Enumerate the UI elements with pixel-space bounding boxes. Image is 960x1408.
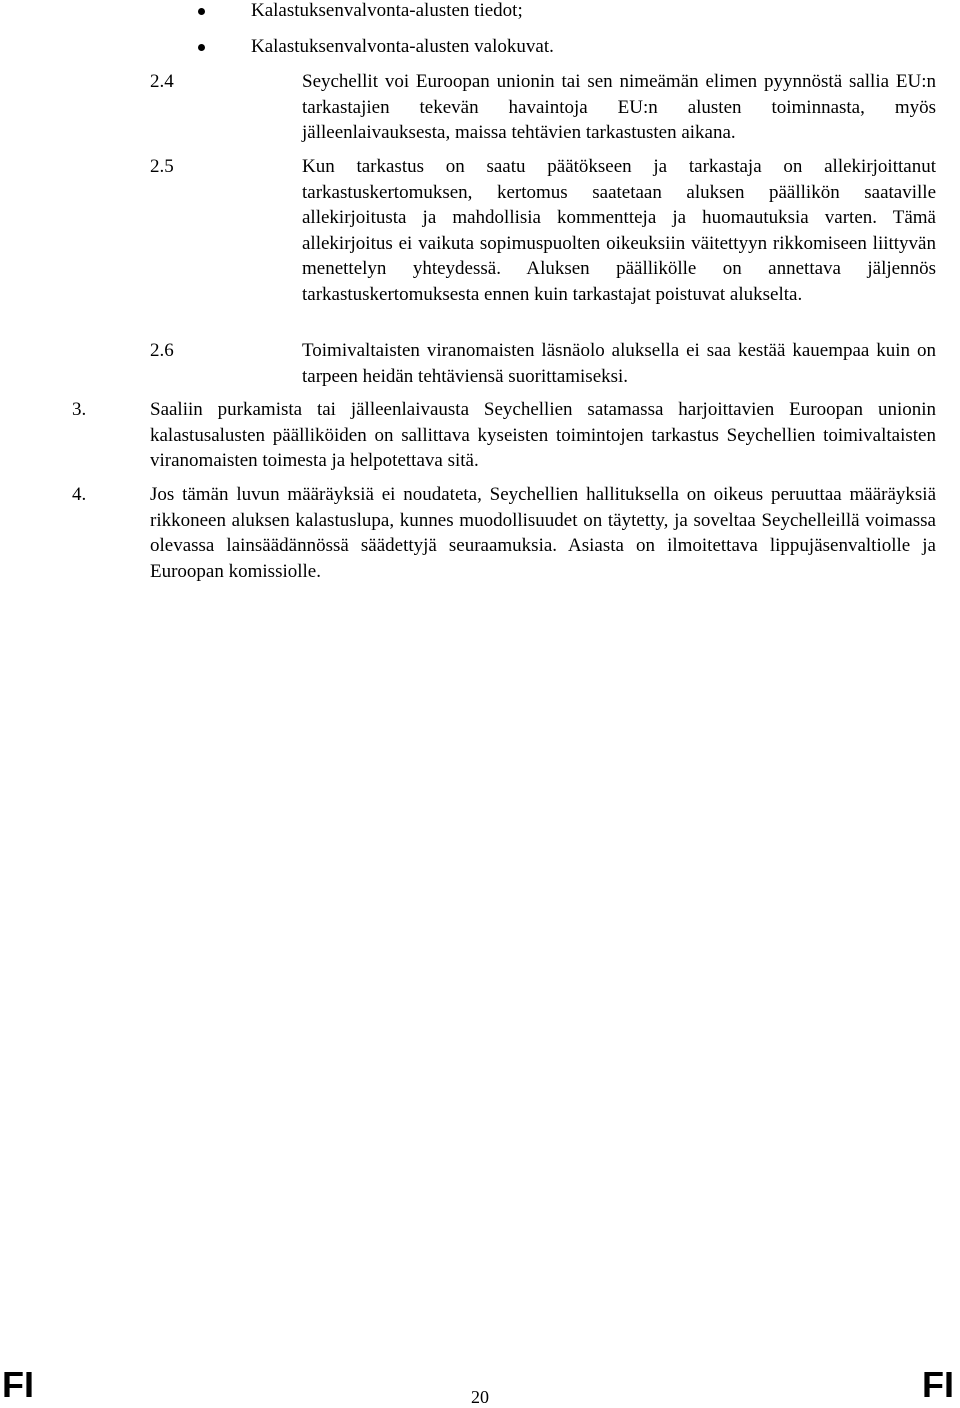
footer-language-code-left: FI: [2, 1364, 34, 1405]
section-text: Saaliin purkamista tai jälleenlaivausta Seychellien satamassa harjoittavien Euroopan unionin kalastusalusten päälliköiden on sallittava kyseisten toimintojen tarkastus Seychellien toimivaltaisten viranomaisten toimesta ja helpotettava sitä.: [150, 399, 936, 471]
bullet-dot-icon: [198, 8, 205, 15]
subsection-text: Toimivaltaisten viranomaisten läsnäolo aluksella ei saa kestää kauempaa kuin on tarpeen heidän tehtäviensä suorittamiseksi.: [302, 340, 936, 387]
subsection-text: Seychellit voi Euroopan unionin tai sen nimeämän elimen pyynnöstä sallia EU:n tarkastajien tekevän havaintoja EU:n alusten toiminnasta, myös jälleenlaivauksesta, maissa tehtävien tarkastusten aikana.: [302, 71, 936, 143]
bullet-dot-icon: [198, 44, 205, 51]
subsection-number: 2.6: [150, 340, 174, 361]
section-number: 4.: [72, 484, 87, 505]
section-text: Jos tämän luvun määräyksiä ei noudateta, Seychellien hallituksella on oikeus peruuttaa määräyksiä rikkoneen aluksen kalastuslupa, kunnes muodollisuudet on täytetty, ja soveltaa Seychelleillä voimassa olevassa lainsäädännössä säädettyjä seuraamuksia. Asiasta on ilmoitettava lippujäsenvaltiolle ja Euroopan komissiolle.: [150, 484, 936, 582]
page-number: 20: [471, 1387, 489, 1407]
subsection-number: 2.5: [150, 156, 174, 177]
footer-language-code-right: FI: [922, 1364, 954, 1405]
bullet-text: Kalastuksenvalvonta-alusten tiedot;: [251, 0, 523, 21]
subsection-number: 2.4: [150, 71, 174, 92]
subsection-text: Kun tarkastus on saatu päätökseen ja tarkastaja on allekirjoittanut tarkastuskertomuksen, kertomus saatetaan aluksen päällikön saataville allekirjoitusta ja mahdollisia kommentteja ja huomautuksia varten. Tämä allekirjoitus ei vaikuta sopimuspuolten oikeuksiin väitettyyn rikkomiseen liittyvän menettelyn yhteydessä. Aluksen päällikölle on annettava jäljennös tarkastuskertomuksesta ennen kuin tarkastajat poistuvat alukselta.: [302, 156, 936, 305]
bullet-text: Kalastuksenvalvonta-alusten valokuvat.: [251, 36, 554, 57]
section-number: 3.: [72, 399, 87, 420]
